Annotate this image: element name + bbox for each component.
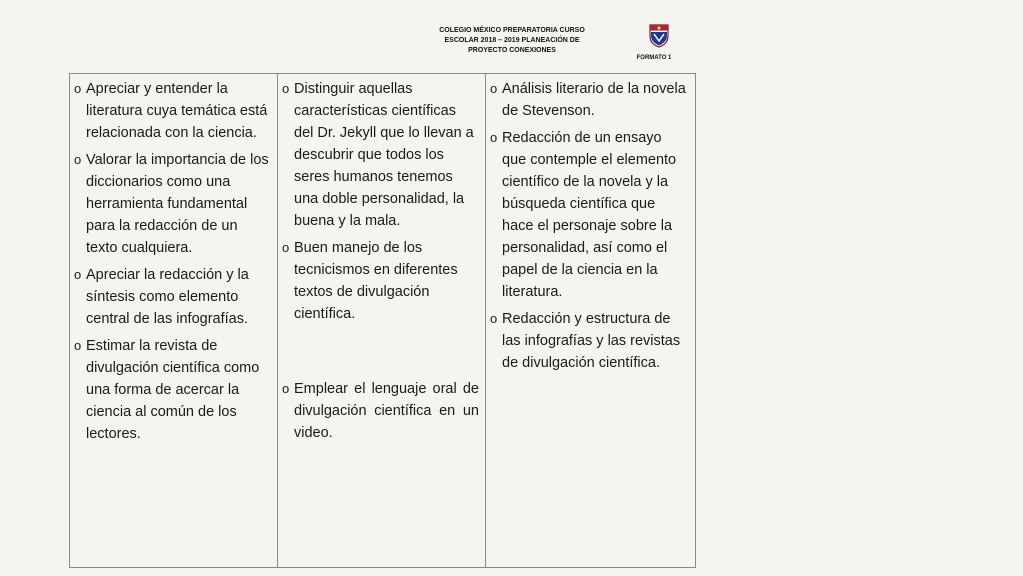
item-text: Distinguir aquellas características científicas del Dr. Jekyll que lo llevan a descubrir que todos los seres humanos tenemos una doble personalidad, la buena y la mala.	[294, 81, 474, 229]
list-item	[282, 78, 479, 232]
column-1-cell	[70, 74, 278, 568]
list-item	[74, 264, 271, 330]
formato-label: FORMATO 1	[636, 55, 672, 61]
item-text: Apreciar y entender la literatura cuya temática está relacionada con la ciencia.	[86, 81, 268, 141]
header-line-2: ESCOLAR 2018 – 2019 PLANEACIÓN DE	[444, 37, 580, 44]
bullet-icon: o	[74, 338, 82, 353]
header-line-1: COLEGIO MÉXICO PREPARATORIA CURSO	[439, 27, 585, 34]
list-item	[490, 308, 689, 374]
list-item	[490, 78, 689, 122]
list-item	[74, 78, 271, 144]
list-item	[282, 378, 479, 444]
planning-table	[69, 73, 696, 568]
item-text: Emplear el lenguaje oral de divulgación científica en un video.	[294, 381, 479, 441]
list-item	[74, 149, 271, 259]
bullet-icon: o	[490, 130, 498, 145]
item-text: Análisis literario de la novela de Stevenson.	[502, 81, 686, 119]
bullet-icon: o	[74, 81, 82, 96]
school-crest-logo	[648, 22, 670, 48]
bullet-icon: o	[490, 81, 498, 96]
bullet-icon: o	[282, 381, 290, 396]
list-item	[282, 237, 479, 325]
item-text: Valorar la importancia de los diccionarios como una herramienta fundamental para la redacción de un texto cualquiera.	[86, 152, 269, 256]
header-line-3: PROYECTO CONEXIONES	[468, 47, 556, 54]
list-item	[490, 127, 689, 303]
column-2-cell	[278, 74, 486, 568]
list-item	[74, 335, 271, 445]
bullet-icon: o	[74, 152, 82, 167]
item-text: Redacción de un ensayo que contemple el elemento científico de la novela y la búsqueda científica que hace el personaje sobre la personalidad, así como el papel de la ciencia en la literatura.	[502, 130, 677, 300]
item-text: Redacción y estructura de las infografías y las revistas de divulgación científica.	[502, 311, 681, 371]
bullet-icon: o	[74, 267, 82, 282]
table-row	[70, 74, 696, 568]
bullet-icon: o	[282, 81, 290, 96]
item-text: Estimar la revista de divulgación científica como una forma de acercar la ciencia al común de los lectores.	[86, 338, 260, 442]
item-text: Buen manejo de los tecnicismos en diferentes textos de divulgación científica.	[294, 240, 458, 322]
bullet-icon: o	[282, 240, 290, 255]
item-text: Apreciar la redacción y la síntesis como elemento central de las infografías.	[86, 267, 249, 327]
column-3-cell	[486, 74, 696, 568]
bullet-icon: o	[490, 311, 498, 326]
spacer	[282, 330, 479, 378]
document-header	[430, 26, 594, 56]
